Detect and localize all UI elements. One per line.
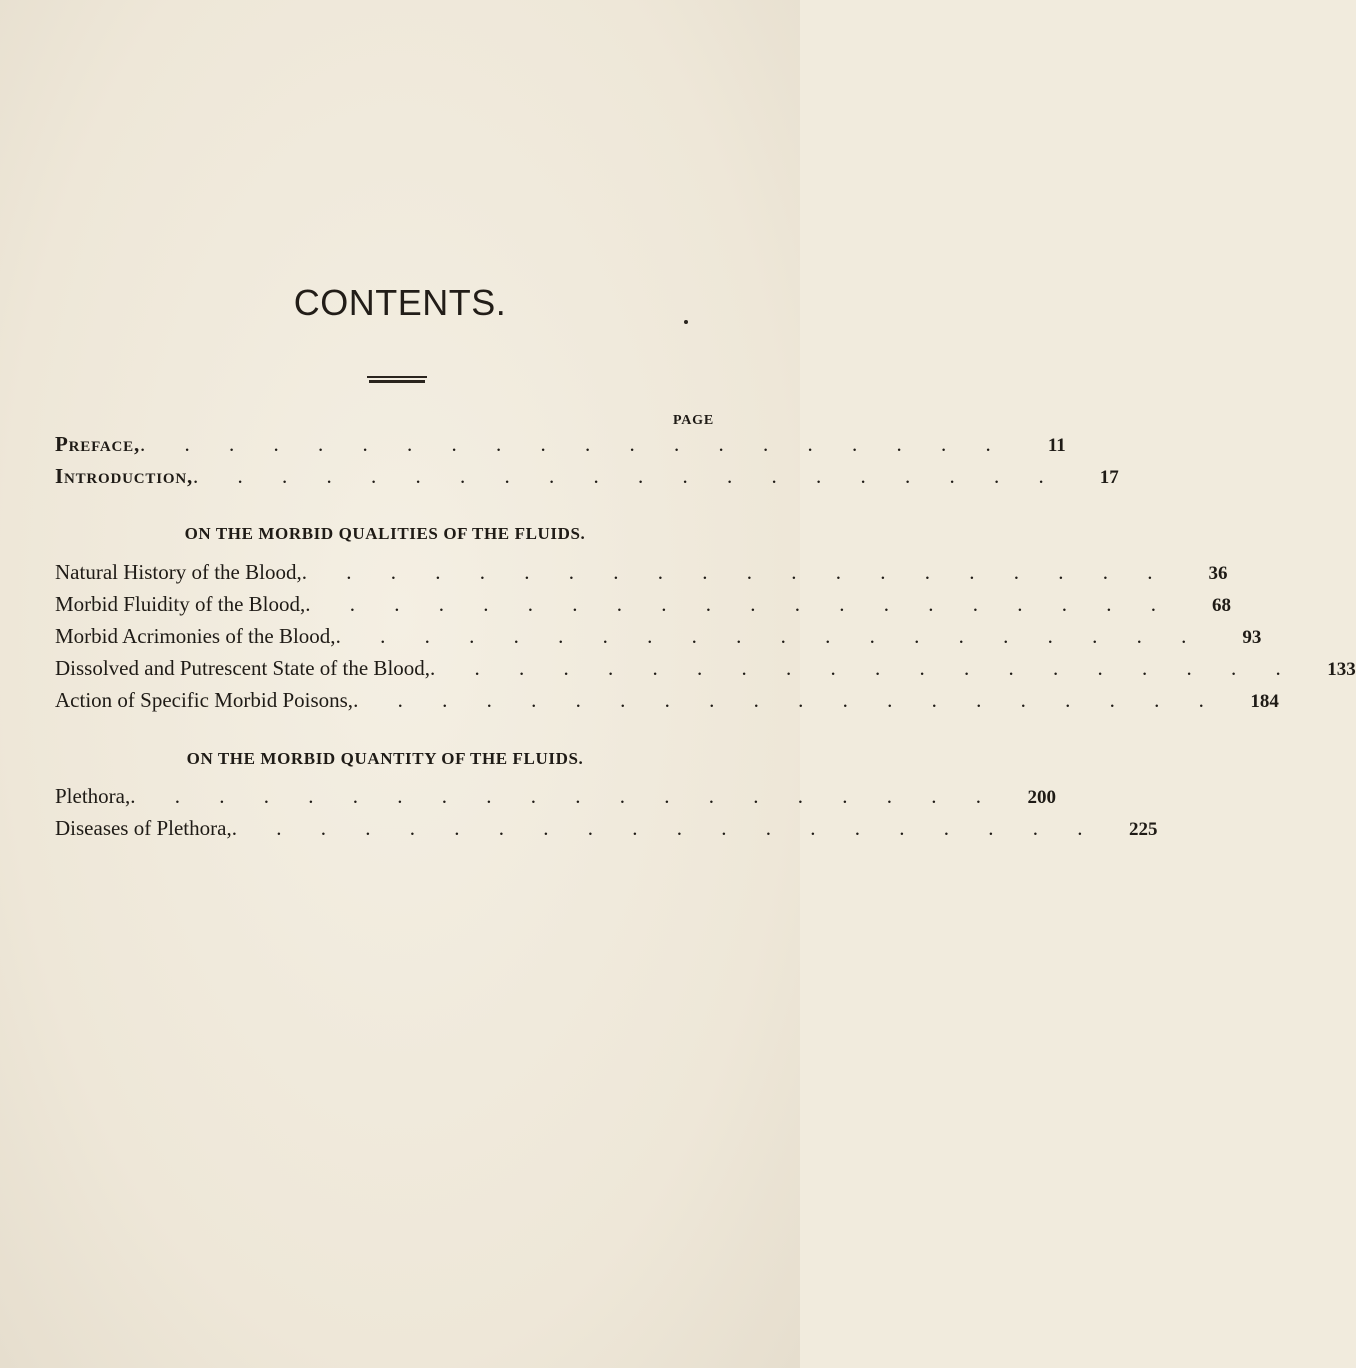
toc-entry-page: 133 bbox=[1327, 659, 1356, 680]
title-rule-thick bbox=[369, 380, 425, 383]
dot-leader: . . . . . . . . . . . . . . . . . . . . bbox=[430, 656, 1298, 680]
toc-entry-page: 200 bbox=[1027, 787, 1056, 808]
dot-leader: . . . . . . . . . . . . . . . . . . . . bbox=[301, 560, 1170, 584]
toc-entry-label: Morbid Fluidity of the Blood, bbox=[55, 592, 306, 616]
dot-leader: . . . . . . . . . . . . . . . . . . . . bbox=[140, 432, 1008, 456]
toc-entry[interactable] bbox=[55, 688, 1279, 720]
toc-entry[interactable] bbox=[55, 624, 1262, 656]
toc-entry[interactable] bbox=[55, 560, 1228, 592]
toc-entry-label: Diseases of Plethora, bbox=[55, 816, 232, 840]
toc-entry-label: Introduction, bbox=[55, 464, 193, 488]
toc-entry-page: 17 bbox=[1099, 467, 1119, 488]
dot-leader: . . . . . . . . . . . . . . . . . . . . bbox=[335, 624, 1204, 648]
section-heading-qualities: ON THE MORBID QUALITIES OF THE FLUIDS. bbox=[184, 524, 586, 543]
page-column-label: PAGE bbox=[672, 413, 714, 428]
dot-leader: . . . . . . . . . . . . . . . . . . . . bbox=[130, 784, 998, 808]
dot-leader: . . . . . . . . . . . . . . . . . . . . bbox=[231, 816, 1100, 840]
page-title: CONTENTS. bbox=[293, 282, 507, 323]
toc-entry-label: Natural History of the Blood, bbox=[55, 560, 302, 584]
toc-entry-introduction[interactable] bbox=[55, 464, 1119, 496]
toc-entry[interactable] bbox=[55, 592, 1232, 624]
toc-entry-label: Plethora, bbox=[55, 784, 131, 808]
toc-entry[interactable] bbox=[55, 656, 1356, 688]
toc-entry-label: Preface, bbox=[55, 432, 141, 456]
toc-entry-label: Action of Specific Morbid Poisons, bbox=[55, 688, 354, 712]
toc-entry[interactable] bbox=[55, 784, 1056, 816]
dot-leader: . . . . . . . . . . . . . . . . . . . . bbox=[193, 464, 1061, 488]
toc-entry-page: 93 bbox=[1242, 627, 1262, 648]
toc-entry-label: Dissolved and Putrescent State of the Blood, bbox=[55, 656, 431, 680]
toc-entry-page: 68 bbox=[1212, 595, 1232, 616]
toc-entry-page: 184 bbox=[1250, 691, 1279, 712]
toc-entry-page: 36 bbox=[1208, 563, 1228, 584]
toc-entry-label: Morbid Acrimonies of the Blood, bbox=[55, 624, 336, 648]
print-speck bbox=[684, 320, 688, 324]
toc-entry[interactable] bbox=[55, 816, 1158, 848]
toc-entry-page: 11 bbox=[1047, 435, 1066, 456]
title-rule-thin bbox=[367, 376, 427, 378]
dot-leader: . . . . . . . . . . . . . . . . . . . . bbox=[305, 592, 1174, 616]
dot-leader: . . . . . . . . . . . . . . . . . . . . bbox=[353, 688, 1221, 712]
section-heading-quantity: ON THE MORBID QUANTITY OF THE FLUIDS. bbox=[186, 749, 584, 768]
toc-entry-preface[interactable] bbox=[55, 432, 1066, 464]
toc-entry-page: 225 bbox=[1128, 819, 1158, 840]
